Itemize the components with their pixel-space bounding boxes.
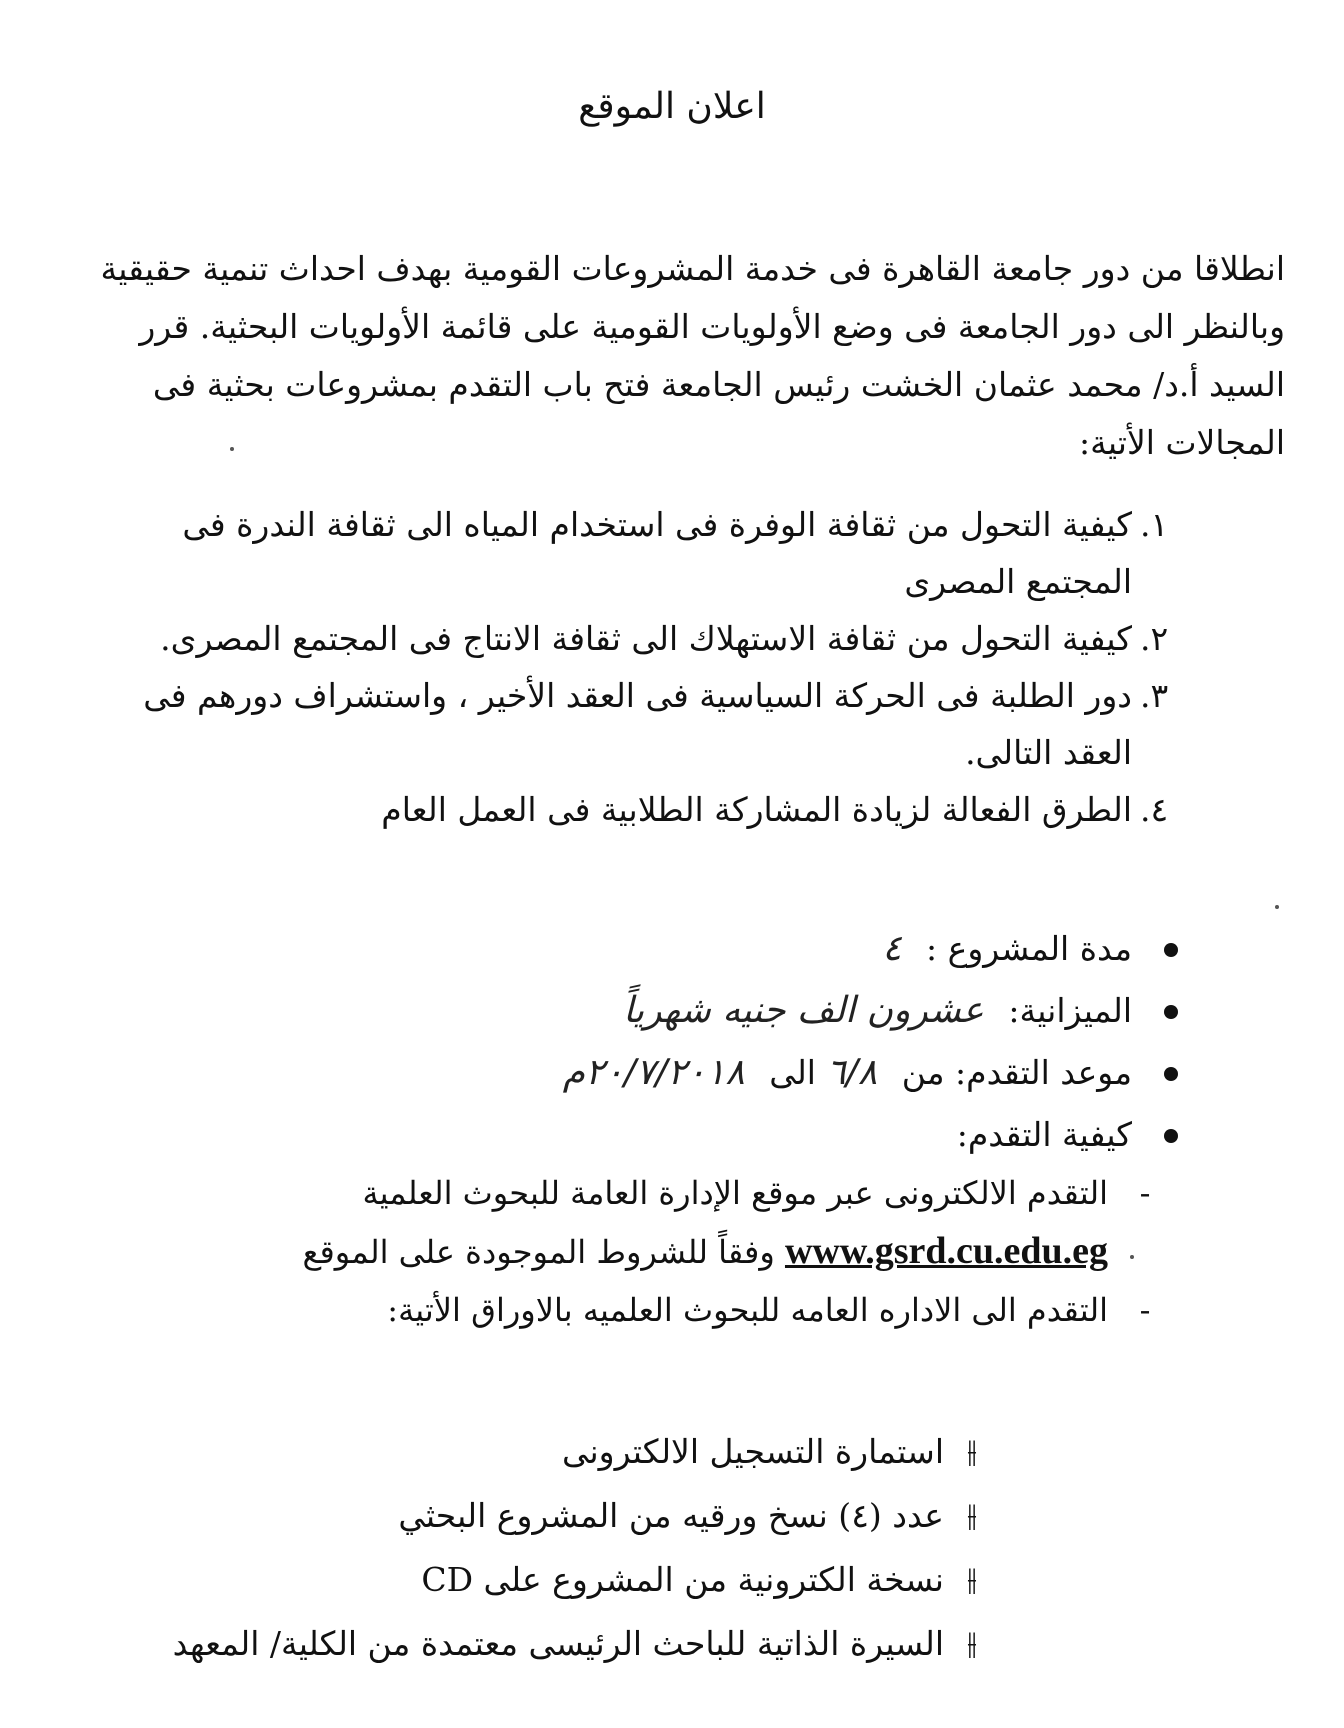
- list-item: [150, 1612, 990, 1676]
- item-text: كيفية التحول من ثقافة الوفرة فى استخدام المياه الى ثقافة الندرة فى المجتمع المصرى: [182, 505, 1132, 601]
- deadline-label: موعد التقدم: من: [901, 1053, 1132, 1092]
- budget-label: الميزانية:: [1008, 991, 1132, 1030]
- required-documents-list: [150, 1420, 990, 1676]
- item-number: ٤.: [1140, 790, 1169, 829]
- duration-label: مدة المشروع :: [926, 929, 1132, 968]
- document-text: السيرة الذاتية للباحث الرئيسى معتمدة من الكلية/ المعهد: [172, 1624, 944, 1663]
- document-text: استمارة التسجيل الالكترونى: [561, 1432, 944, 1471]
- list-item: [150, 1484, 990, 1548]
- item-text: دور الطلبة فى الحركة السياسية فى العقد الأخير ، واستشراف دورهم فى العقد التالى.: [143, 676, 1132, 772]
- duration-value: ٤: [882, 928, 902, 969]
- online-line: التقدم الالكترونى عبر موقع الإدارة العامة للبحوث العلمية: [362, 1174, 1108, 1212]
- list-item: [70, 667, 1180, 781]
- office-method: [180, 1281, 1160, 1339]
- deadline-row: [140, 1042, 1180, 1104]
- bullet-icon: ⫲: [967, 1434, 977, 1469]
- item-text: الطرق الفعالة لزيادة المشاركة الطلابية فى العمل العام: [381, 790, 1132, 829]
- project-details-list: [140, 918, 1180, 1166]
- bullet-icon: [1164, 943, 1178, 957]
- intro-paragraph: [55, 240, 1285, 472]
- budget-row: [140, 980, 1180, 1042]
- scan-speck: [230, 447, 234, 451]
- intro-line: وبالنظر الى دور الجامعة فى وضع الأولويات القومية على قائمة الأولويات البحثية. قرر: [139, 307, 1285, 346]
- intro-line: السيد أ.د/ محمد عثمان الخشت رئيس الجامعة فتح باب التقدم بمشروعات بحثية فى: [152, 365, 1285, 404]
- bullet-icon: [1164, 1067, 1178, 1081]
- list-item: [150, 1548, 990, 1612]
- online-conditions: وفقاً للشروط الموجودة على الموقع: [302, 1233, 775, 1271]
- item-text: كيفية التحول من ثقافة الاستهلاك الى ثقافة الانتاج فى المجتمع المصرى.: [160, 619, 1132, 658]
- scan-speck: [1130, 1255, 1134, 1259]
- deadline-from: ٦/٨: [826, 1052, 878, 1093]
- bullet-icon: ⫲: [967, 1498, 977, 1533]
- item-number: ٣.: [1140, 676, 1169, 715]
- dash-icon: -: [1139, 1174, 1151, 1212]
- duration-row: [140, 918, 1180, 980]
- item-number: ١.: [1140, 505, 1169, 544]
- item-number: ٢.: [1140, 619, 1169, 658]
- list-item: [150, 1420, 990, 1484]
- research-fields-list: [70, 496, 1180, 838]
- dash-icon: -: [1139, 1291, 1151, 1329]
- bullet-icon: ⫲: [967, 1562, 977, 1597]
- deadline-to: ٢٠/٧/٢٠١٨م: [562, 1052, 745, 1093]
- bullet-icon: [1164, 1129, 1178, 1143]
- intro-line: المجالات الأتية:: [1079, 423, 1285, 462]
- online-method: [180, 1164, 1160, 1281]
- document-text: نسخة الكترونية من المشروع على CD: [421, 1560, 944, 1599]
- list-item: [70, 496, 1180, 610]
- office-line: التقدم الى الاداره العامه للبحوث العلميه بالاوراق الأتية:: [387, 1291, 1108, 1329]
- bullet-icon: ⫲: [967, 1626, 977, 1661]
- budget-value: عشرون الف جنيه شهرياً: [623, 990, 984, 1031]
- list-item: [70, 610, 1180, 667]
- application-methods-list: [180, 1164, 1160, 1339]
- document-text: عدد (٤) نسخ ورقيه من المشروع البحثي: [398, 1496, 944, 1535]
- howto-row: [140, 1104, 1180, 1166]
- howto-label: كيفية التقدم:: [956, 1115, 1132, 1154]
- page-title: اعلان الموقع: [578, 86, 766, 127]
- bullet-icon: [1164, 1005, 1178, 1019]
- scan-speck: [1275, 905, 1279, 909]
- deadline-to-label: الى: [769, 1053, 816, 1092]
- intro-line: انطلاقا من دور جامعة القاهرة فى خدمة المشروعات القومية بهدف احداث تنمية حقيقية: [100, 249, 1285, 288]
- website-link[interactable]: www.gsrd.cu.edu.eg: [784, 1230, 1108, 1272]
- list-item: [70, 781, 1180, 838]
